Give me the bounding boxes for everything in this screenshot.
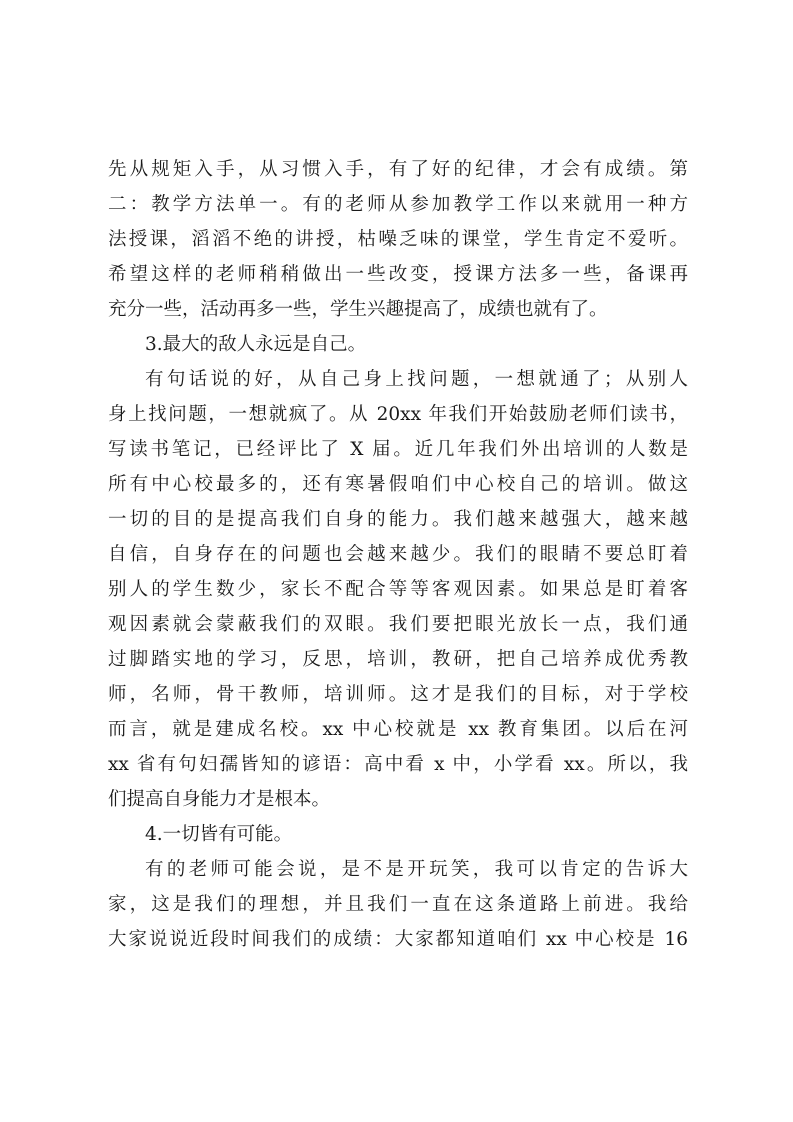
text-line: 过脚踏实地的学习，反思，培训，教研，把自己培养成优秀教 bbox=[108, 649, 688, 670]
text-line: 身上找问题，一想就疯了。从 20xx 年我们开始鼓励老师们读书， bbox=[108, 404, 688, 425]
text-line: 有的老师可能会说，是不是开玩笑，我可以肯定的告诉大 bbox=[145, 859, 688, 880]
text-line: 观因素就会蒙蔽我们的双眼。我们要把眼光放长一点，我们通 bbox=[108, 614, 688, 635]
text-line: 法授课，滔滔不绝的讲授，枯噪乏味的课堂，学生肯定不爱听。 bbox=[108, 229, 688, 250]
text-line: 希望这样的老师稍稍做出一些改变，授课方法多一些，备课再 bbox=[108, 264, 688, 285]
text-line: 师，名师，骨干教师，培训师。这才是我们的目标，对于学校 bbox=[108, 684, 688, 705]
text-line: 充分一些，活动再多一些，学生兴趣提高了，成绩也就有了。 bbox=[108, 299, 608, 320]
text-line: 二：教学方法单一。有的老师从参加教学工作以来就用一种方 bbox=[108, 194, 688, 215]
text-line: 家，这是我们的理想，并且我们一直在这条道路上前进。我给 bbox=[108, 894, 688, 915]
text-line: 有句话说的好，从自己身上找问题，一想就通了；从别人 bbox=[145, 369, 688, 390]
text-line: 先从规矩入手，从习惯入手，有了好的纪律，才会有成绩。第 bbox=[108, 159, 688, 180]
text-line: 所有中心校最多的，还有寒暑假咱们中心校自己的培训。做这 bbox=[108, 474, 688, 495]
text-line: 们提高自身能力才是根本。 bbox=[108, 789, 331, 810]
text-line: xx 省有句妇孺皆知的谚语：高中看 x 中，小学看 xx。所以，我 bbox=[108, 754, 688, 775]
section-heading: 4.一切皆有可能。 bbox=[145, 824, 293, 845]
text-line: 写读书笔记，已经评比了 X 届。近几年我们外出培训的人数是 bbox=[108, 439, 688, 460]
text-line: 而言，就是建成名校。xx 中心校就是 xx 教育集团。以后在河 bbox=[108, 719, 688, 740]
body-text bbox=[108, 152, 688, 957]
section-heading: 3.最大的敌人永远是自己。 bbox=[145, 334, 367, 355]
text-line: 自信，自身存在的问题也会越来越少。我们的眼睛不要总盯着 bbox=[108, 544, 688, 565]
text-line: 大家说说近段时间我们的成绩：大家都知道咱们 xx 中心校是 16 bbox=[108, 929, 688, 950]
text-line: 一切的目的是提高我们自身的能力。我们越来越强大，越来越 bbox=[108, 509, 688, 530]
text-line: 别人的学生数少，家长不配合等等客观因素。如果总是盯着客 bbox=[108, 579, 688, 600]
